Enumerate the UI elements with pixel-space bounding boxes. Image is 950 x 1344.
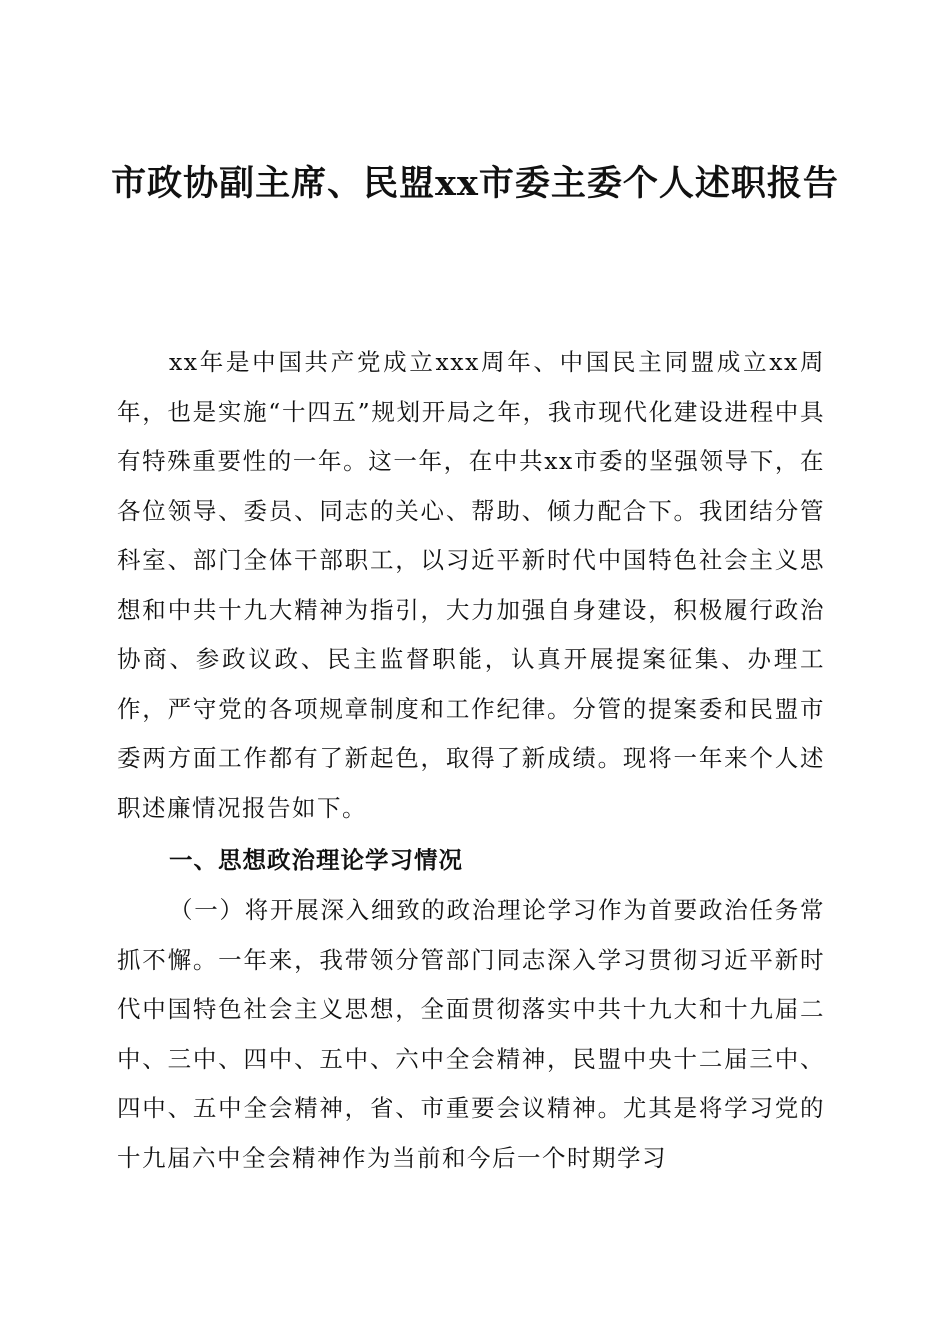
document-title: 市政协副主席、民盟xx市委主委个人述职报告	[111, 163, 839, 204]
section-paragraph: （一）将开展深入细致的政治理论学习作为首要政治任务常抓不懈。一年来，我带领分管部门同志深入学习贯彻习近平新时代中国特色社会主义思想，全面贯彻落实中共十九大和十九届二中、三中、四中、五中、六中全会精神，民盟中央十二届三中、四中、五中全会精神，省、市重要会议精神。尤其是将学习党的十九届六中全会精神作为当前和今后一个时期学习	[117, 896, 825, 1172]
intro-paragraph: xx年是中国共产党成立xxx周年、中国民主同盟成立xx周年，也是实施“十四五”规划开局之年，我市现代化建设进程中具有特殊重要性的一年。这一年，在中共xx市委的坚强领导下，在各位领导、委员、同志的关心、帮助、倾力配合下。我团结分管科室、部门全体干部职工，以习近平新时代中国特色社会主义思想和中共十九大精神为指引，大力加强自身建设，积极履行政治协商、参政议政、民主监督职能，认真开展提案征集、办理工作，严守党的各项规章制度和工作纪律。分管的提案委和民盟市委两方面工作都有了新起色，取得了新成绩。现将一年来个人述职述廉情况报告如下。	[117, 348, 825, 822]
section-heading: 一、思想政治理论学习情况	[169, 846, 463, 874]
